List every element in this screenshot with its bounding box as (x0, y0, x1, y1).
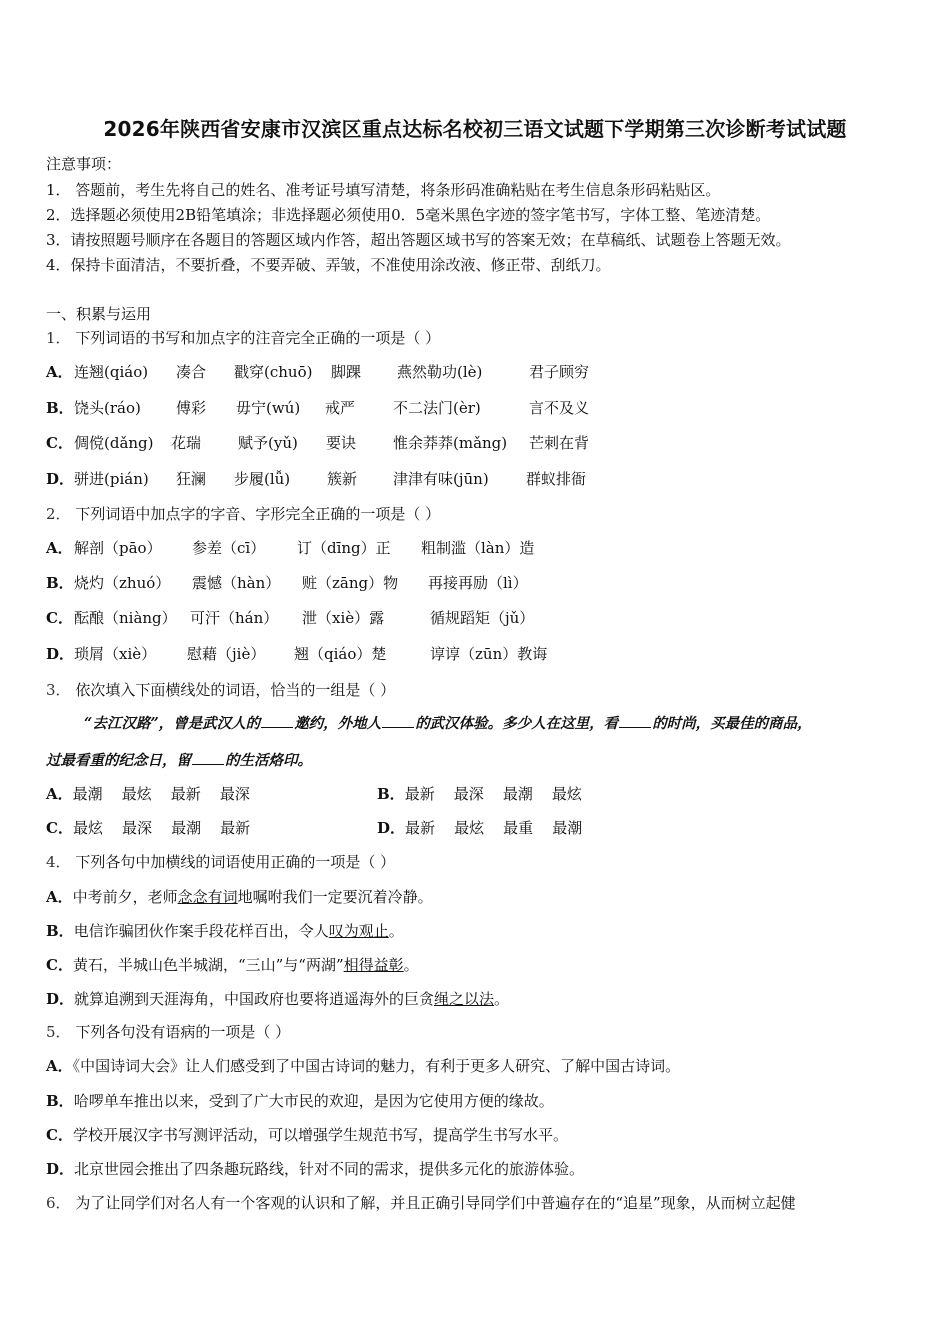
option-label: D． (46, 470, 75, 488)
option-label: B． (46, 574, 74, 592)
passage-text: “去江汉路”，曾是武汉人的 (84, 715, 261, 732)
option-label: D． (46, 990, 75, 1008)
q3-option-a (46, 783, 250, 804)
q4-option-c (46, 954, 419, 975)
q1-d-word: 簇新 (327, 470, 358, 488)
passage-text: 的生活烙印。 (225, 752, 312, 769)
notice-item-1: 1． 答题前，考生先将自己的姓名、准考证号填写清楚，将条形码准确粘贴在考生信息条形码粘贴区。 (46, 181, 721, 199)
q1-b-word: 不二法门(èr) (393, 399, 481, 417)
option-label: A． (46, 539, 73, 557)
q2-option-d (46, 643, 74, 664)
q1-option-c (46, 432, 73, 453)
option-text: 最新 最炫 最重 最潮 (405, 819, 583, 837)
q1-d-word: 群蚁排衙 (526, 470, 587, 488)
q2-d-word: 翘（qiáo）楚 (294, 645, 387, 663)
q1-a-word: 脚踝 (331, 363, 362, 381)
q1-d-word: 津津有味(jūn) (393, 470, 489, 488)
notice-item-4: 4．保持卡面清洁，不要折叠，不要弄破、弄皱，不准使用涂改液、修正带、刮纸刀。 (46, 256, 611, 274)
underlined-phrase: 绳之以法 (434, 990, 495, 1008)
q2-c-word: 泄（xiè）露 (302, 609, 385, 627)
fill-blank (261, 713, 293, 728)
option-label: B． (46, 1092, 74, 1110)
option-text: 地嘱咐我们一定要沉着冷静。 (237, 888, 433, 906)
question-number: 2． (46, 505, 71, 523)
q1-c-word: 花瑞 (171, 434, 202, 452)
q1-c-word: 惟余莽莽(mǎng) (393, 434, 508, 452)
q5-option-d (46, 1158, 584, 1179)
underlined-phrase: 念念有词 (177, 888, 238, 906)
exam-title: 2026年陕西省安康市汉滨区重点达标名校初三语文试题下学期第三次诊断考试试题 (103, 117, 847, 141)
q1-b-word: 毋宁(wú) (236, 399, 301, 417)
q2-option-c (46, 607, 73, 628)
option-text: 最新 最深 最潮 最炫 (404, 785, 582, 803)
q1-d-word: 狂澜 (176, 470, 207, 488)
q2-option-a (46, 537, 73, 558)
q2-d-word: 慰藉（jiè） (187, 645, 266, 663)
passage-text: 的武汉体验。多少人在这里，看 (415, 715, 619, 732)
question-text: 下列词语中加点字的字音、字形完全正确的一项是（ ） (75, 505, 441, 523)
q2-b-word: 赃（zāng）物 (302, 574, 399, 592)
q3-option-d (377, 817, 582, 838)
option-text: 。 (494, 990, 510, 1008)
q1-b-word: 傅彩 (176, 399, 207, 417)
passage-text: 的时尚，买最佳的商品， (652, 715, 812, 732)
option-label: A． (46, 363, 73, 381)
q4-option-b (46, 920, 404, 941)
question-text: 下列各句没有语病的一项是（ ） (75, 1023, 291, 1041)
option-label: A． (46, 888, 73, 906)
q1-c-word: 芒刺在背 (529, 434, 590, 452)
question-6-stem (46, 1192, 796, 1213)
option-label: D． (377, 819, 406, 837)
question-number: 4． (46, 853, 71, 871)
q1-option-a (46, 361, 73, 382)
question-2-stem (46, 503, 440, 524)
option-text: 黄石，半城山色半城湖，“三山”与“两湖” (72, 956, 344, 974)
question-3-stem (46, 679, 395, 700)
question-4-stem (46, 851, 395, 872)
question-text: 依次填入下面横线处的词语，恰当的一组是（ ） (75, 681, 396, 699)
option-text: 中考前夕，老师 (72, 888, 178, 906)
q4-option-a (46, 886, 433, 907)
option-text: 就算追溯到天涯海角，中国政府也要将逍遥海外的巨贪 (74, 990, 435, 1008)
question-text: 为了让同学们对名人有一个客观的认识和了解，并且正确引导同学们中普遍存在的“追星”现象，从而树立起健 (75, 1194, 796, 1212)
q2-c-word: 可汗（hán） (190, 609, 279, 627)
passage-text: 邀约，外地人 (294, 715, 382, 732)
q4-option-d (46, 988, 509, 1009)
fill-blank (382, 713, 414, 728)
option-label: D． (46, 645, 75, 663)
question-number: 1． (46, 329, 71, 347)
q2-d-word: 谆谆（zūn）教诲 (430, 645, 548, 663)
option-text: 《中国诗词大会》让人们感受到了中国古诗词的魅力，有利于更多人研究、了解中国古诗词。 (72, 1057, 681, 1075)
q1-a-word: 君子顾穷 (529, 363, 590, 381)
q1-b-word: 言不及义 (529, 399, 590, 417)
option-label: C． (46, 434, 73, 452)
option-text: 哈啰单车推出以来，受到了广大市民的欢迎，是因为它使用方便的缘故。 (73, 1092, 554, 1110)
q5-option-b (46, 1090, 554, 1111)
q1-d-word: 骈进(pián) (74, 470, 149, 488)
question-number: 3． (46, 681, 71, 699)
q2-b-word: 震憾（hàn） (192, 574, 281, 592)
option-label: A． (46, 785, 73, 803)
q1-a-word: 戳穿(chuō) (234, 363, 313, 381)
section-heading: 一、积累与运用 (46, 305, 152, 323)
option-label: D． (46, 1160, 75, 1178)
underlined-phrase: 叹为观止 (328, 922, 389, 940)
q3-passage-line-1 (84, 712, 812, 733)
q1-a-word: 凑合 (176, 363, 207, 381)
q2-b-word: 再接再励（lì） (428, 574, 528, 592)
option-label: C． (46, 1126, 73, 1144)
q2-a-word: 粗制滥（làn）造 (421, 539, 535, 557)
notice-item-3: 3．请按照题号顺序在各题目的答题区域内作答，超出答题区域书写的答案无效；在草稿纸、试题卷上答题无效。 (46, 231, 791, 249)
q3-option-b (377, 783, 582, 804)
q1-a-word: 燕然勒功(lè) (397, 363, 483, 381)
underlined-phrase: 相得益彰 (343, 956, 404, 974)
q1-c-word: 倜傥(dǎng) (74, 434, 154, 452)
q1-c-word: 要诀 (326, 434, 357, 452)
q1-option-d (46, 468, 74, 489)
q1-c-word: 赋予(yǔ) (238, 434, 298, 452)
q2-a-word: 解剖（pāo） (74, 539, 162, 557)
notice-item-2: 2．选择题必须使用2B铅笔填涂；非选择题必须使用0．5毫米黑色字迹的签字笔书写，字体工整、笔迹清楚。 (46, 206, 771, 224)
q2-a-word: 参差（cī） (192, 539, 266, 557)
option-text: 最潮 最炫 最新 最深 (72, 785, 250, 803)
option-label: B． (377, 785, 405, 803)
option-label: A． (46, 1057, 73, 1075)
notice-heading: 注意事项： (46, 155, 122, 173)
q3-option-c (46, 817, 250, 838)
question-1-stem (46, 327, 440, 348)
question-number: 6． (46, 1194, 71, 1212)
option-text: 学校开展汉字书写测评活动，可以增强学生规范书写，提高学生书写水平。 (72, 1126, 568, 1144)
option-text: 最炫 最深 最潮 最新 (72, 819, 251, 837)
q1-d-word: 步履(lǚ) (234, 470, 291, 488)
q2-a-word: 订（dīng）正 (297, 539, 391, 557)
q2-c-word: 酝酿（niàng） (74, 609, 177, 627)
q5-option-a (46, 1055, 680, 1076)
option-text: 电信诈骗团伙作案手段花样百出，令人 (73, 922, 329, 940)
q2-b-word: 烧灼（zhuó） (74, 574, 171, 592)
q1-option-b (46, 397, 74, 418)
question-text: 下列各句中加横线的词语使用正确的一项是（ ） (75, 853, 396, 871)
question-number: 5． (46, 1023, 71, 1041)
q5-option-c (46, 1124, 568, 1145)
option-label: C． (46, 609, 73, 627)
option-label: B． (46, 399, 74, 417)
q2-d-word: 琐屑（xiè） (74, 645, 157, 663)
option-label: C． (46, 956, 73, 974)
option-text: 北京世园会推出了四条趣玩路线，针对不同的需求，提供多元化的旅游体验。 (74, 1160, 585, 1178)
q1-a-word: 连翘(qiáo) (74, 363, 149, 381)
q2-c-word: 循规蹈矩（jǔ） (430, 609, 535, 627)
fill-blank (192, 750, 224, 765)
q1-b-word: 饶头(ráo) (74, 399, 141, 417)
option-text: 。 (388, 922, 404, 940)
passage-text: 过最看重的纪念日，留 (46, 752, 191, 769)
q1-b-word: 戒严 (325, 399, 356, 417)
option-label: C． (46, 819, 73, 837)
q3-passage-line-2 (46, 749, 312, 770)
option-label: B． (46, 922, 74, 940)
question-text: 下列词语的书写和加点字的注音完全正确的一项是（ ） (75, 329, 441, 347)
fill-blank (619, 713, 651, 728)
question-5-stem (46, 1021, 290, 1042)
q2-option-b (46, 572, 74, 593)
option-text: 。 (403, 956, 419, 974)
